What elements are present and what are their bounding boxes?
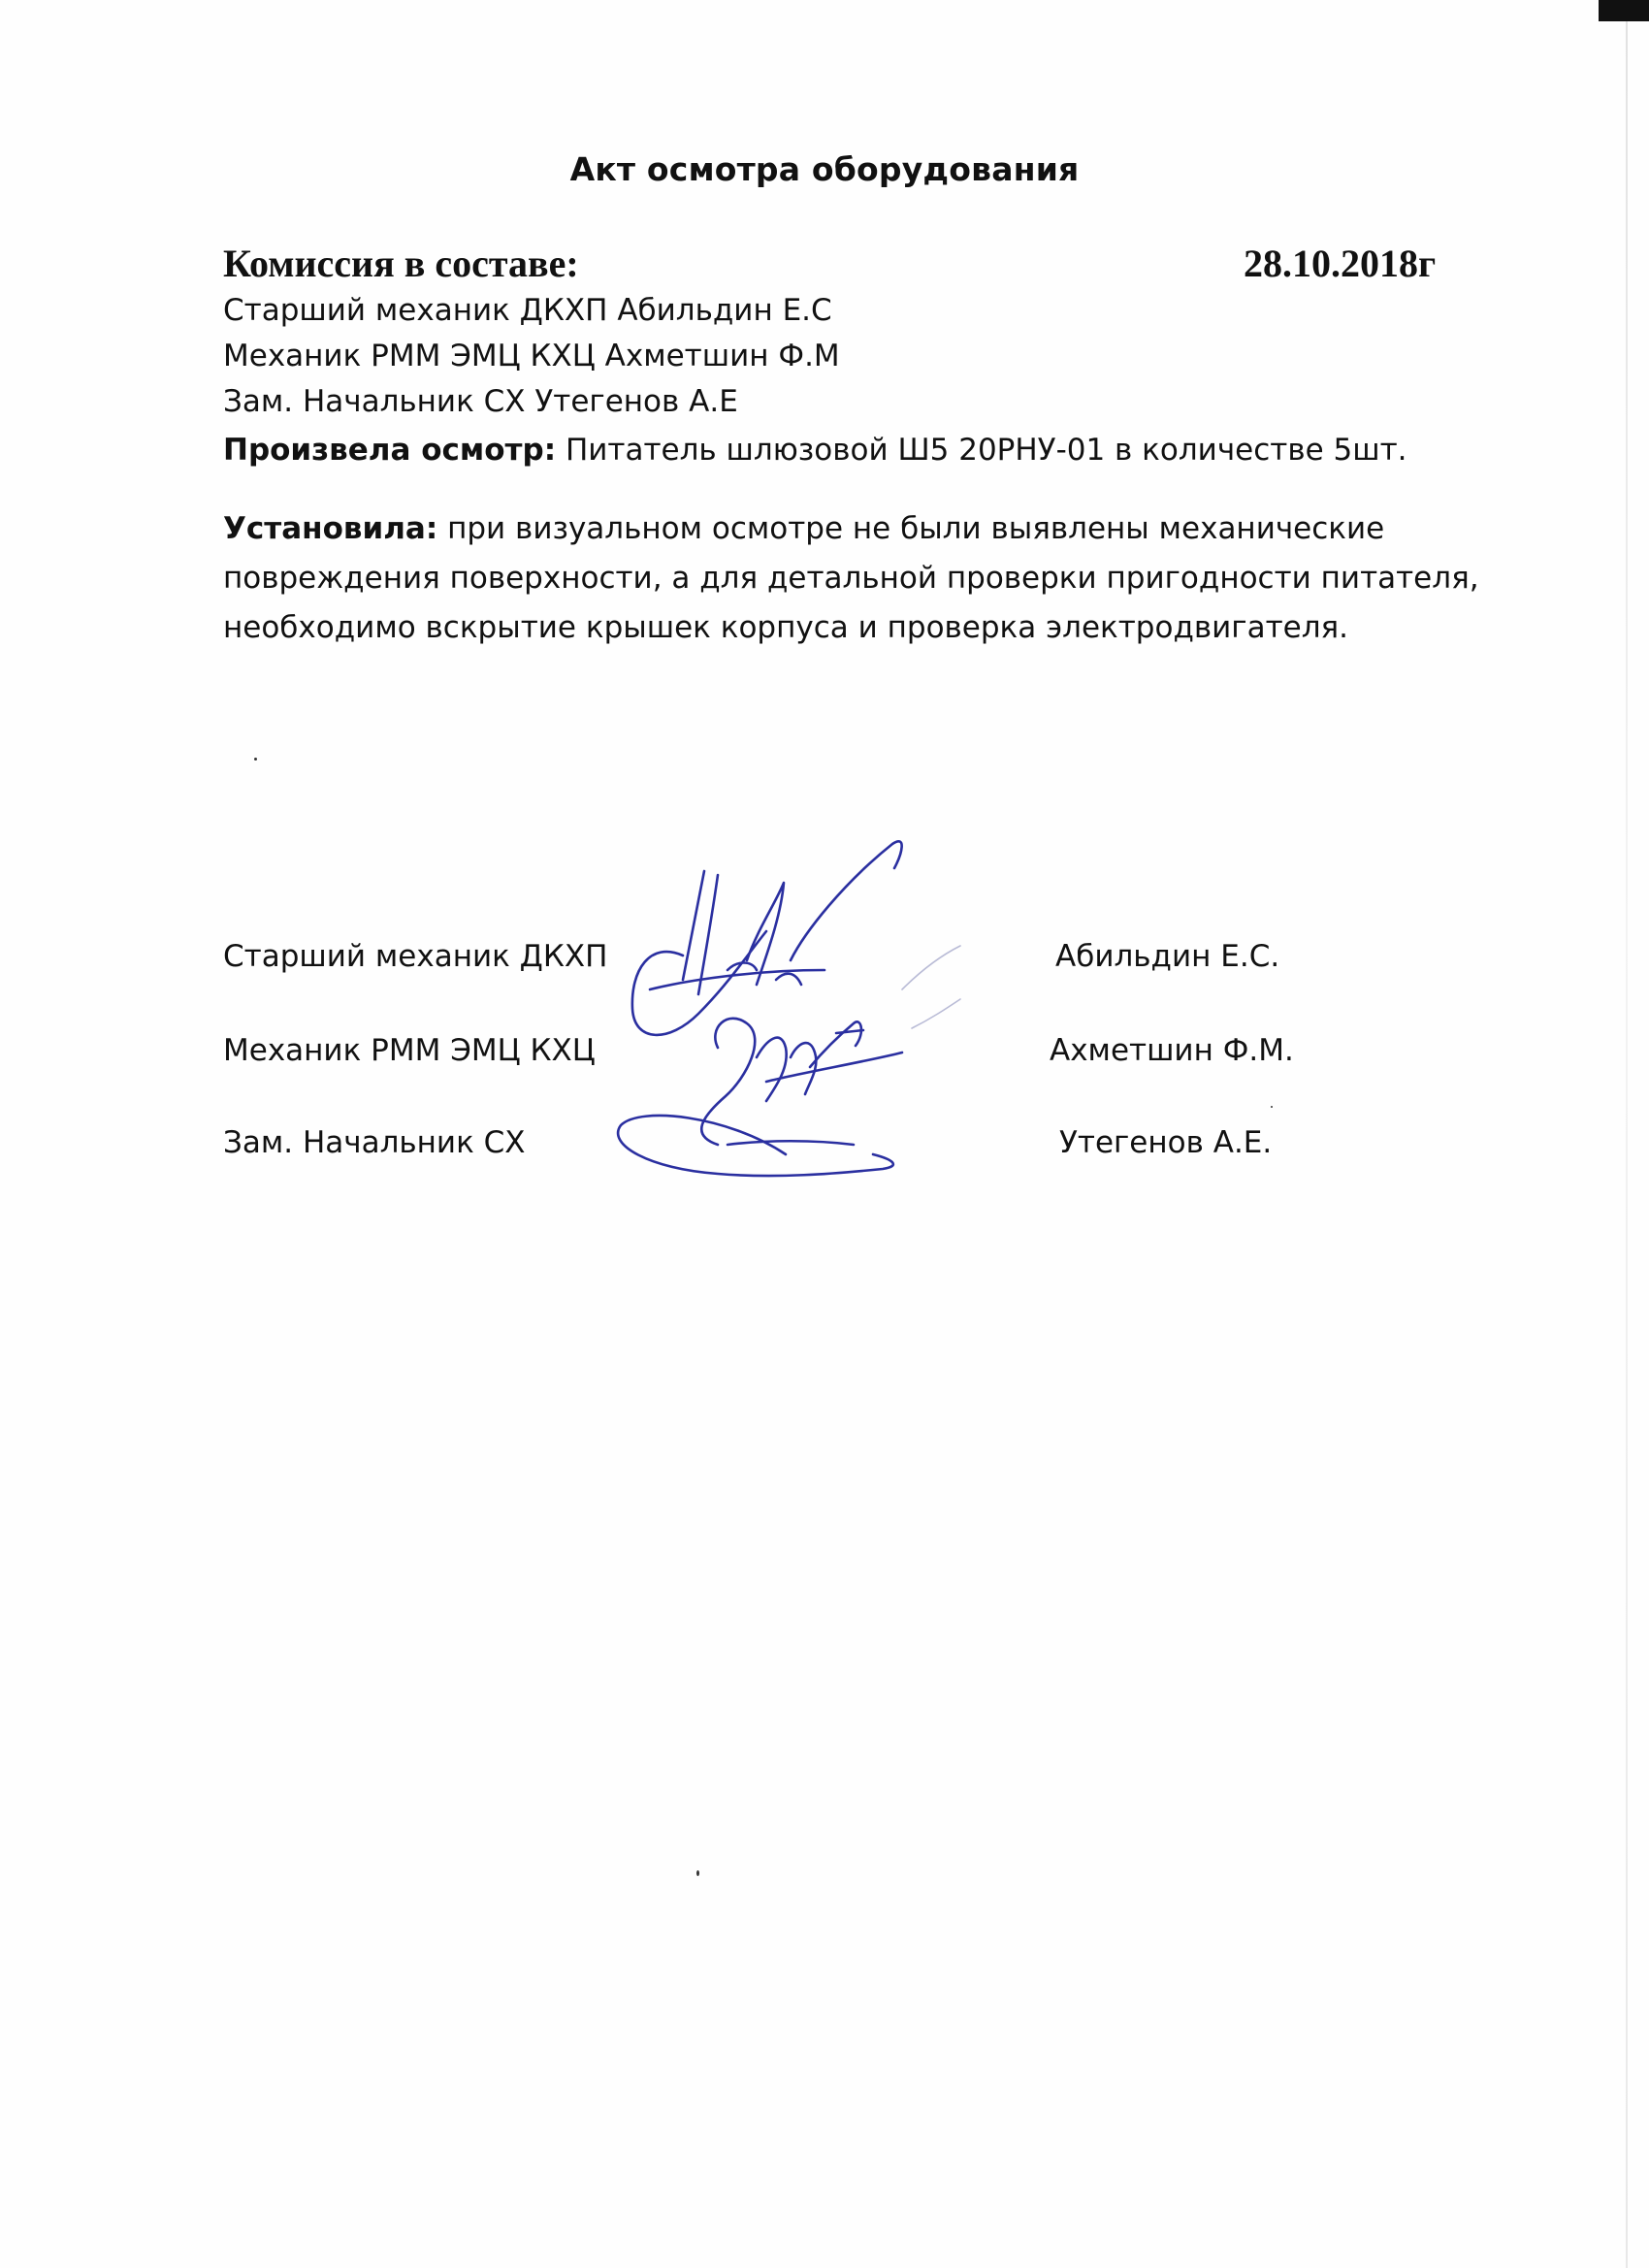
document-date: 28.10.2018г: [1244, 242, 1437, 285]
scan-speck: [254, 758, 257, 761]
scan-edge-shadow: [1626, 21, 1628, 2268]
signature-role-3: Зам. Начальник СХ: [223, 1125, 526, 1160]
signature-role-2: Механик РММ ЭМЦ КХЦ: [223, 1033, 596, 1068]
member-line-2: Механик РММ ЭМЦ КХЦ Ахметшин Ф.М: [223, 339, 840, 373]
scan-speck: [696, 1870, 699, 1876]
inspection-text: Питатель шлюзовой Ш5 20РНУ-01 в количестве 5шт.: [565, 433, 1407, 468]
signature-role-1: Старший механик ДКХП: [223, 939, 608, 974]
scan-edge-mark: [1599, 0, 1649, 21]
finding-paragraph: [223, 504, 1513, 653]
signature-name-2: Ахметшин Ф.М.: [1050, 1033, 1294, 1068]
inspection-label: Произвела осмотр:: [223, 433, 557, 468]
finding-label: Установила:: [223, 511, 438, 546]
handwritten-signatures: [611, 825, 1018, 1193]
commission-heading: Комиссия в составе:: [223, 242, 579, 285]
signature-name-1: Абильдин Е.С.: [1055, 939, 1280, 974]
finding-text: при визуальном осмотре не были выявлены механические повреждения поверхности, а для детальной проверки пригодности питателя, необходимо вскрытие крышек корпуса и проверка электродвигателя.: [223, 511, 1479, 645]
member-line-1: Старший механик ДКХП Абильдин Е.С: [223, 293, 832, 328]
signature-name-3: Утегенов А.Е.: [1059, 1125, 1273, 1160]
member-line-3: Зам. Начальник СХ Утегенов А.Е: [223, 384, 738, 419]
inspection-line: [223, 433, 1407, 468]
signature-stroke: [683, 871, 704, 980]
scan-speck: [1271, 1106, 1273, 1108]
document-title: Акт осмотра оборудования: [569, 150, 1080, 188]
